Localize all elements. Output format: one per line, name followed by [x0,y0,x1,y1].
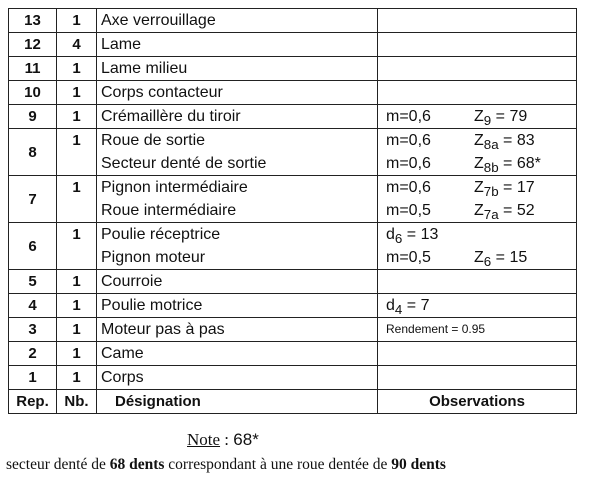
cell-designation [97,9,378,33]
cell-nb: 1 [57,81,97,105]
cell-observations [378,366,577,390]
cell-designation [97,294,378,318]
observation-line [382,129,572,152]
observation-empty [382,270,572,293]
designation-line: Corps [101,369,144,386]
note-value: 68* [233,430,259,449]
observation-line [382,199,572,222]
table-row [9,81,577,105]
table-row [9,342,577,366]
module-value: m=0,5 [386,202,431,219]
table-row [9,33,577,57]
designation-line: Axe verrouillage [101,12,216,29]
designation-line: Moteur pas à pas [101,321,225,338]
cell-designation [97,57,378,81]
header-designation: Désignation [97,390,378,414]
cell-designation [97,129,378,176]
module-value: m=0,6 [386,155,431,172]
designation-line: Roue intermédiaire [101,202,237,219]
cell-rep: 13 [9,9,57,33]
cell-designation [97,270,378,294]
note-text [6,456,446,474]
cell-nb: 1 [57,270,97,294]
note-label: Note [187,430,221,449]
observation-empty [382,33,572,56]
cell-observations [378,81,577,105]
observation-empty [382,366,572,389]
cell-rep: 5 [9,270,57,294]
note-colon: : [220,430,234,449]
designation-line: Pignon intermédiaire [101,179,248,196]
module-value: m=0,6 [386,132,431,149]
table-header-row [9,390,577,414]
table-row [9,57,577,81]
module-value: Rendement = 0.95 [386,322,486,336]
designation-line: Crémaillère du tiroir [101,108,241,125]
cell-designation [97,33,378,57]
cell-observations [378,57,577,81]
cell-rep: 10 [9,81,57,105]
observation-line [382,246,572,269]
cell-observations [378,318,577,342]
note-text-part: secteur denté de [6,456,110,473]
cell-nb: 1 [57,9,97,33]
module-value: m=0,6 [386,108,431,125]
designation-line: Lame milieu [101,60,188,77]
designation-line: Courroie [101,273,163,290]
cell-observations [378,294,577,318]
cell-nb: 4 [57,33,97,57]
table-body [9,9,577,390]
table-row [9,176,577,223]
cell-nb: 1 [57,223,97,270]
designation-line: Pignon moteur [101,249,206,266]
designation-line: Secteur denté de sortie [101,155,267,172]
teeth-count: $Z_9 = 79$ [474,108,528,129]
observation-empty [382,81,572,104]
designation-line: Poulie motrice [101,297,203,314]
observation-line [382,294,572,317]
teeth-count: $Z_{7b} = 17$ [474,179,535,200]
designation-line: Corps contacteur [101,84,223,101]
cell-rep: 4 [9,294,57,318]
cell-nb: 1 [57,57,97,81]
cell-observations [378,342,577,366]
teeth-count: $Z_6 = 15$ [474,249,528,270]
header-nb: Nb. [57,390,97,414]
cell-nb: 1 [57,294,97,318]
cell-designation [97,176,378,223]
observation-empty [382,342,572,365]
table-row [9,318,577,342]
table-row [9,9,577,33]
designation-line: Lame [101,36,142,53]
cell-rep: 9 [9,105,57,129]
table-row [9,129,577,176]
cell-rep: 6 [9,223,57,270]
cell-nb: 1 [57,318,97,342]
cell-nb: 1 [57,176,97,223]
nomenclature-table [8,8,577,414]
cell-rep: 3 [9,318,57,342]
teeth-count: $Z_{8a} = 83$ [474,132,535,153]
module-value: $d_4 = 7$ [386,297,430,318]
designation-line: Poulie réceptrice [101,226,221,243]
observation-empty [382,9,572,32]
table-row [9,223,577,270]
cell-rep: 12 [9,33,57,57]
cell-nb: 1 [57,366,97,390]
cell-rep: 8 [9,129,57,176]
table-row [9,105,577,129]
teeth-count: $Z_{7a} = 52$ [474,202,535,223]
table-row [9,366,577,390]
cell-observations [378,270,577,294]
table-row [9,294,577,318]
cell-designation [97,105,378,129]
observation-line [382,176,572,199]
cell-nb: 1 [57,342,97,366]
cell-observations [378,223,577,270]
observation-line [382,105,572,128]
note-text-part: 90 dents [391,456,446,473]
cell-rep: 11 [9,57,57,81]
cell-rep: 1 [9,366,57,390]
cell-rep: 2 [9,342,57,366]
table-row [9,270,577,294]
cell-observations [378,129,577,176]
teeth-count: $Z_{8b} = 68*$ [474,155,541,176]
cell-nb: 1 [57,105,97,129]
designation-line: Came [101,345,144,362]
cell-rep: 7 [9,176,57,223]
observation-line [382,223,572,246]
module-value: m=0,6 [386,179,431,196]
cell-designation [97,81,378,105]
cell-observations [378,105,577,129]
header-rep: Rep. [9,390,57,414]
observation-line [382,152,572,175]
designation-line: Roue de sortie [101,132,206,149]
note-text-part: correspondant à une roue dentée de [164,456,392,473]
cell-designation [97,318,378,342]
cell-observations [378,9,577,33]
observation-empty [382,57,572,80]
note-heading [187,430,259,450]
module-value: m=0,5 [386,249,431,266]
cell-nb: 1 [57,129,97,176]
observation-line [382,318,572,341]
cell-designation [97,342,378,366]
cell-designation [97,223,378,270]
cell-observations [378,33,577,57]
note-text-part: 68 dents [109,456,165,473]
cell-designation [97,366,378,390]
header-observations: Observations [378,390,577,414]
module-value: $d_6 = 13$ [386,226,439,247]
cell-observations [378,176,577,223]
